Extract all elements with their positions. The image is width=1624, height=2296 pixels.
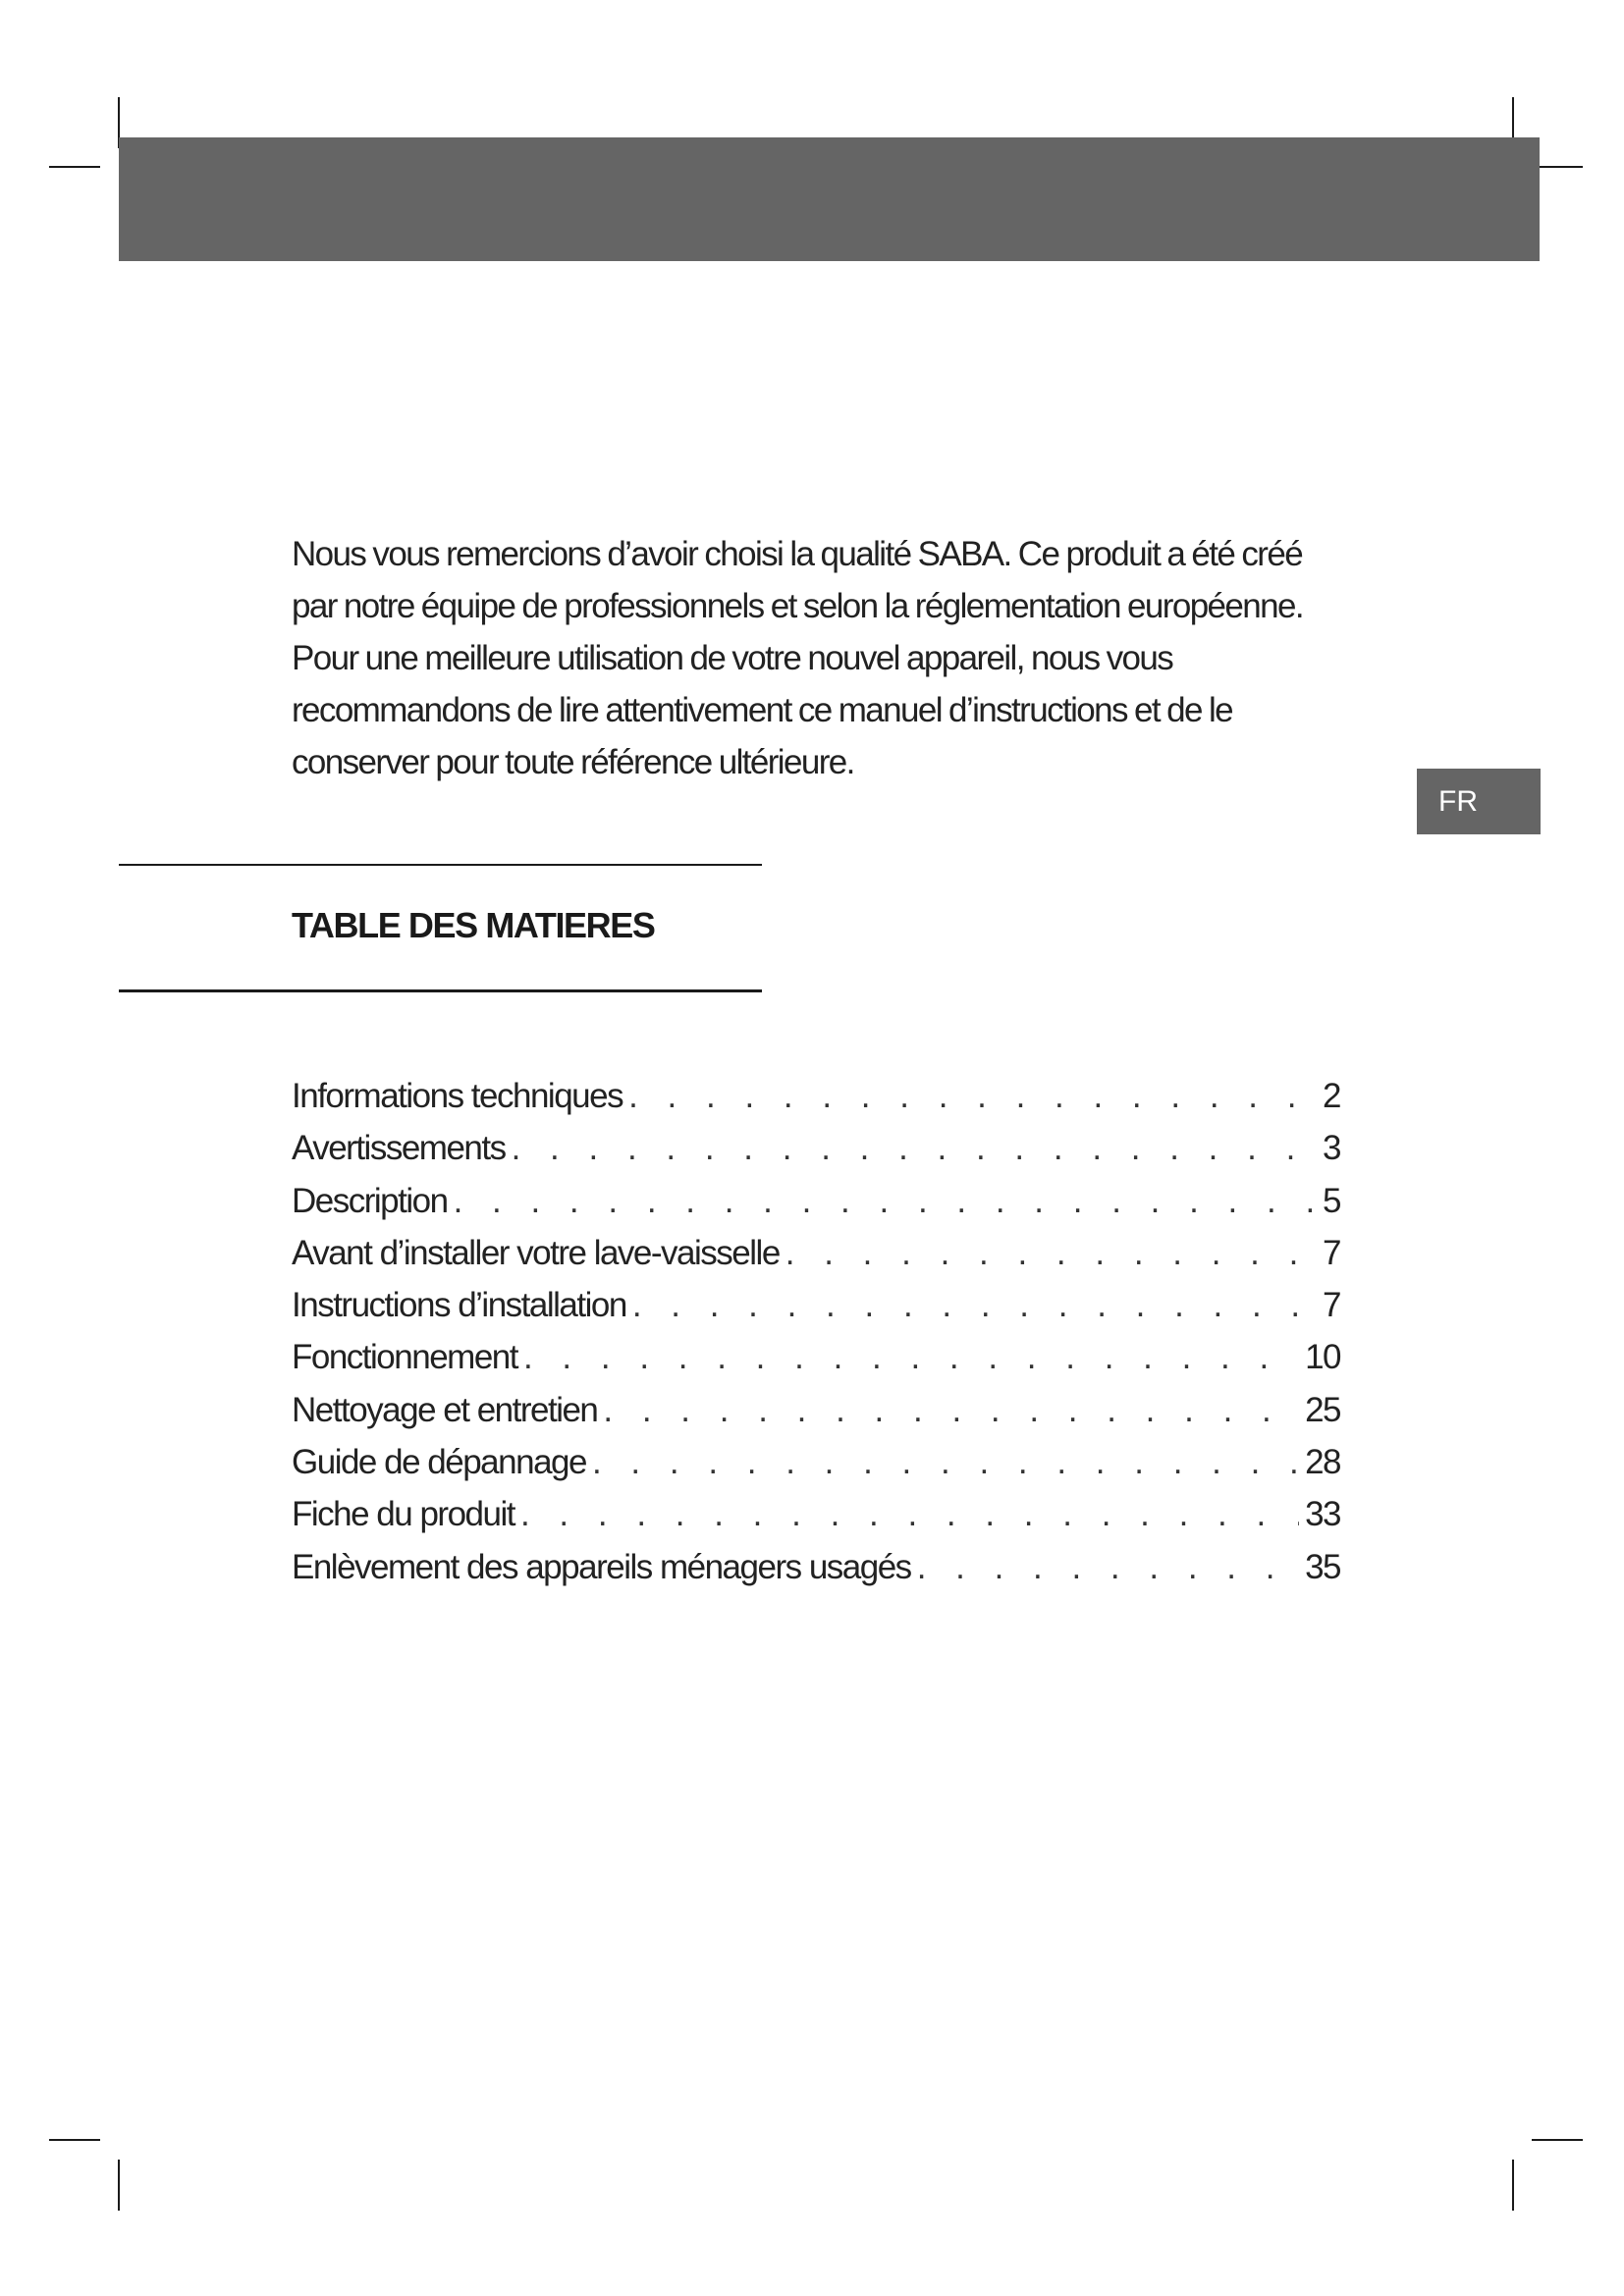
- toc-bottom-rule: [119, 989, 762, 992]
- toc-entry: [292, 1077, 1340, 1129]
- toc-leader-dots: [628, 1077, 1313, 1116]
- toc-entry: [292, 1182, 1340, 1234]
- toc-entry-page: 25: [1305, 1390, 1340, 1429]
- toc-leader-dots: [592, 1443, 1299, 1482]
- toc-leader-dots: [512, 1129, 1313, 1168]
- toc-entry-label: Avant d’installer votre lave-vaisselle: [292, 1233, 780, 1272]
- toc-entry: [292, 1286, 1340, 1338]
- toc-entry: [292, 1234, 1340, 1286]
- toc-leader-dots: [632, 1286, 1313, 1325]
- toc-entry-page: 35: [1305, 1547, 1340, 1586]
- toc-entry-page: 7: [1323, 1233, 1340, 1272]
- toc-leader-dots: [785, 1234, 1313, 1273]
- toc-entry-label: Informations techniques: [292, 1077, 623, 1115]
- toc-entry-label: Description: [292, 1181, 448, 1220]
- toc-entry-label: Fiche du produit: [292, 1495, 514, 1534]
- header-band: [119, 137, 1540, 261]
- toc-entry: [292, 1391, 1340, 1443]
- toc-entry: [292, 1338, 1340, 1390]
- toc-leader-dots: [917, 1548, 1299, 1587]
- toc-entry-label: Guide de dépannage: [292, 1443, 586, 1482]
- toc-entry-label: Enlèvement des appareils ménagers usagés: [292, 1547, 911, 1586]
- toc-entry-page: 5: [1323, 1181, 1340, 1220]
- toc-leader-dots: [454, 1182, 1313, 1221]
- toc-leader-dots: [520, 1495, 1299, 1534]
- toc-entry-page: 33: [1305, 1495, 1340, 1534]
- toc-entry: [292, 1548, 1340, 1600]
- crop-mark-bottom-left-horizontal: [49, 2139, 100, 2141]
- toc-entry: [292, 1495, 1340, 1547]
- toc-entry: [292, 1129, 1340, 1181]
- toc-entry-label: Nettoyage et entretien: [292, 1390, 598, 1429]
- crop-mark-bottom-right-vertical: [1512, 2160, 1514, 2211]
- toc-leader-dots: [603, 1391, 1299, 1430]
- toc-entry-page: 7: [1323, 1286, 1340, 1325]
- crop-mark-bottom-right-horizontal: [1532, 2139, 1583, 2141]
- intro-paragraph: Nous vous remercions d’avoir choisi la qualité SABA. Ce produit a été créé par notre équipe de professionnels et selon la réglementation européenne. Pour une meilleure utilisation de votre nouvel appareil, nous vous recommandons de lire attentivement ce manuel d’instructions et de le conserver pour toute référence ultérieure.: [292, 535, 1304, 781]
- toc-entry-label: Instructions d’installation: [292, 1286, 626, 1325]
- toc-leader-dots: [523, 1338, 1299, 1377]
- table-of-contents: [292, 1077, 1340, 1600]
- toc-entry-page: 28: [1305, 1443, 1340, 1482]
- toc-entry-label: Fonctionnement: [292, 1338, 517, 1377]
- toc-top-rule: [119, 864, 762, 866]
- toc-title: TABLE DES MATIERES: [292, 905, 655, 945]
- toc-entry-page: 10: [1305, 1338, 1340, 1377]
- language-tab: FR: [1417, 769, 1541, 834]
- toc-entry-page: 2: [1323, 1077, 1340, 1115]
- crop-mark-top-left-horizontal: [49, 166, 100, 168]
- crop-mark-bottom-left-vertical: [118, 2160, 120, 2211]
- toc-entry-label: Avertissements: [292, 1129, 506, 1168]
- toc-entry-page: 3: [1323, 1129, 1340, 1168]
- toc-entry: [292, 1443, 1340, 1495]
